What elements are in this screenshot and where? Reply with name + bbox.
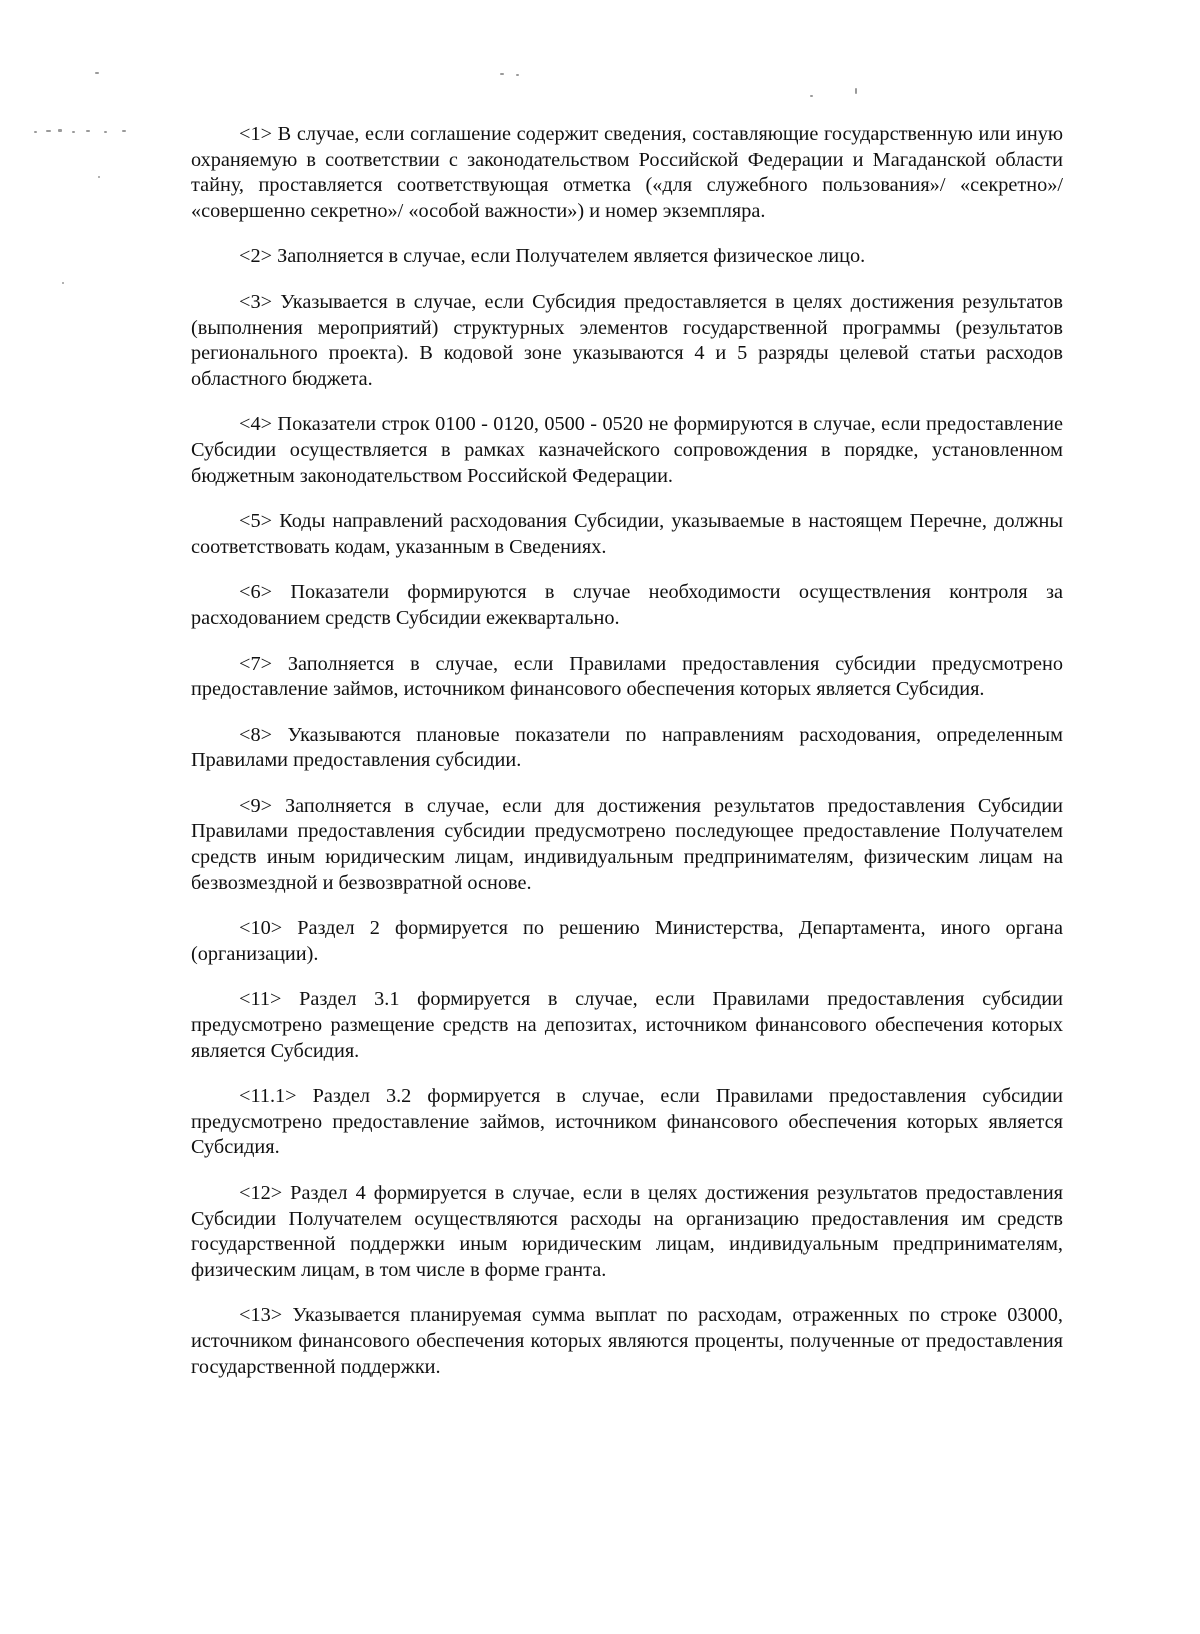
scan-speck bbox=[86, 130, 90, 132]
scan-speck bbox=[58, 129, 62, 132]
footnote-2: <2> Заполняется в случае, если Получателем является физическое лицо. bbox=[239, 245, 866, 268]
scan-speck bbox=[34, 131, 37, 133]
footnote-8: <8> Указываются плановые показатели по направлениям расходования, определенным Правилами предоставления субсидии. bbox=[191, 723, 1063, 772]
footnote-13: <13> Указывается планируемая сумма выплат по расходам, отраженных по строке 03000, источником финансового обеспечения которых являются проценты, полученные от предоставления государственной поддержки. bbox=[191, 1304, 1063, 1378]
footnote-5: <5> Коды направлений расходования Субсидии, указываемые в настоящем Перечне, должны соответствовать кодам, указанным в Сведениях. bbox=[191, 510, 1063, 558]
footnote-3: <3> Указывается в случае, если Субсидия предоставляется в целях достижения результатов (выполнения мероприятий) структурных элементов государственной программы (результатов регионального проекта). В кодовой зоне указываются 4 и 5 разряды целевой статьи расходов областного бюджета. bbox=[191, 290, 1063, 390]
footnote-9: <9> Заполняется в случае, если для достижения результатов предоставления Субсидии Правилами предоставления субсидии предусмотрено последующее предоставление Получателем средств иным юридическим лицам, индивидуальным предпринимателям, физическим лицам на безвозмездной и безвозвратной основе. bbox=[191, 794, 1063, 894]
scan-speck bbox=[516, 74, 519, 76]
footnotes-block bbox=[191, 122, 1063, 1380]
scan-speck bbox=[62, 282, 64, 284]
footnote-11: <11> Раздел 3.1 формируется в случае, если Правилами предоставления субсидии предусмотрено размещение средств на депозитах, источником финансового обеспечения которых является Субсидия. bbox=[191, 988, 1063, 1062]
footnote-11-1: <11.1> Раздел 3.2 формируется в случае, если Правилами предоставления субсидии предусмотрено предоставление займов, источником финансового обеспечения которых является Субсидия. bbox=[191, 1085, 1063, 1159]
scan-speck bbox=[46, 130, 51, 132]
footnote-1: <1> В случае, если соглашение содержит сведения, составляющие государственную или иную охраняемую в соответствии с законодательством Российской Федерации и Магаданской области тайну, проставляется соответствующая отметка («для служебного пользования»/ «секретно»/ «совершенно секретно»/ «особой важности») и номер экземпляра. bbox=[191, 123, 1063, 222]
scan-speck bbox=[500, 73, 504, 75]
scan-speck bbox=[95, 72, 99, 74]
footnote-10: <10> Раздел 2 формируется по решению Министерства, Департамента, иного органа (организации). bbox=[191, 917, 1063, 965]
scan-speck bbox=[855, 88, 857, 94]
scan-speck bbox=[98, 176, 100, 178]
scan-speck bbox=[810, 95, 813, 97]
footnote-12: <12> Раздел 4 формируется в случае, если в целях достижения результатов предоставления Субсидии Получателем осуществляются расходы на организацию предоставления им средств государственной поддержки иным юридическим лицам, индивидуальным предпринимателям, физическим лицам, в том числе в форме гранта. bbox=[191, 1182, 1063, 1281]
scan-speck bbox=[122, 130, 126, 132]
footnote-4: <4> Показатели строк 0100 - 0120, 0500 - 0520 не формируются в случае, если предоставление Субсидии осуществляется в рамках казначейского сопровождения в порядке, установленном бюджетным законодательством Российской Федерации. bbox=[191, 413, 1063, 487]
footnote-6: <6> Показатели формируются в случае необходимости осуществления контроля за расходованием средств Субсидии ежеквартально. bbox=[191, 581, 1063, 629]
footnote-7: <7> Заполняется в случае, если Правилами предоставления субсидии предусмотрено предоставление займов, источником финансового обеспечения которых является Субсидия. bbox=[191, 652, 1063, 701]
scan-speck bbox=[72, 131, 75, 133]
scan-speck bbox=[104, 131, 107, 133]
